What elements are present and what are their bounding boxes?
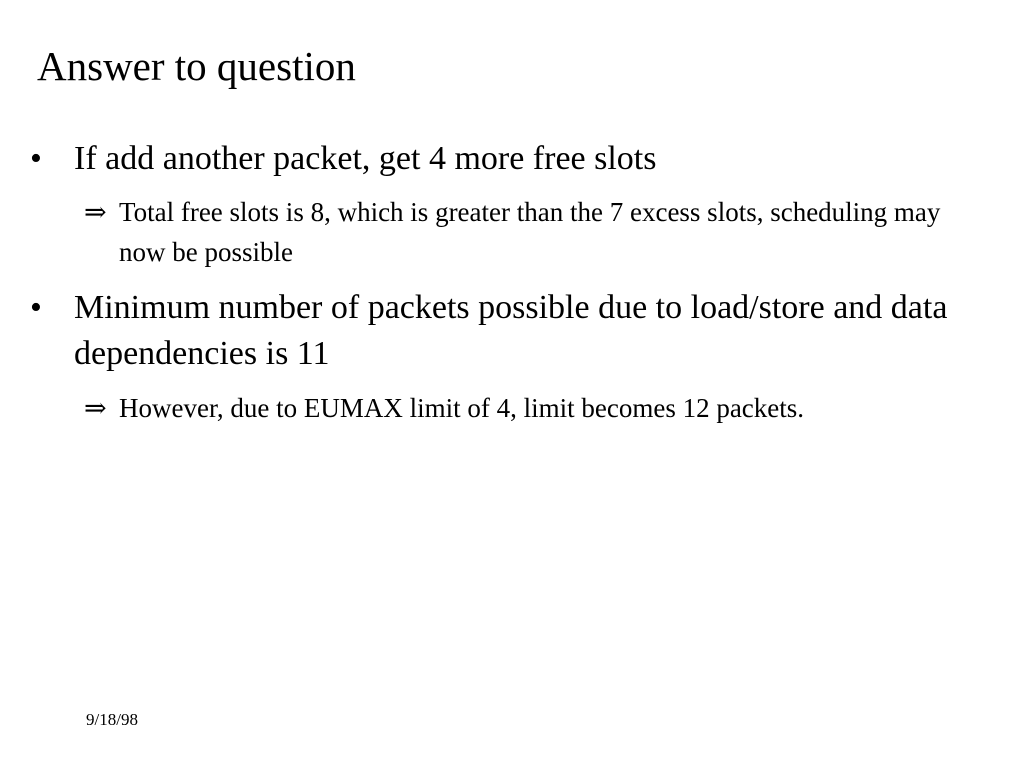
implies-arrow-icon: ⇒ xyxy=(84,197,107,227)
sub-bullet-text-2: However, due to EUMAX limit of 4, limit becomes 12 packets. xyxy=(119,393,805,423)
sub-bullet-text-1: Total free slots is 8, which is greater than the 7 excess slots, scheduling may now be possible xyxy=(119,197,941,267)
implies-arrow-icon: ⇒ xyxy=(84,393,107,423)
bullet-marker-2: • xyxy=(30,289,42,326)
bullet-text-1: If add another packet, get 4 more free slots xyxy=(74,140,657,177)
bullet-text-2: Minimum number of packets possible due to load/store and data dependencies is 11 xyxy=(74,289,948,372)
footer-date: 9/18/98 xyxy=(86,710,138,729)
slide-title: Answer to question xyxy=(37,43,356,89)
bullet-item-1 xyxy=(30,136,990,182)
sub-bullet-1 xyxy=(84,192,964,272)
sub-bullet-2 xyxy=(84,388,884,468)
bullet-item-2 xyxy=(30,285,990,377)
bullet-marker-1: • xyxy=(30,140,42,177)
